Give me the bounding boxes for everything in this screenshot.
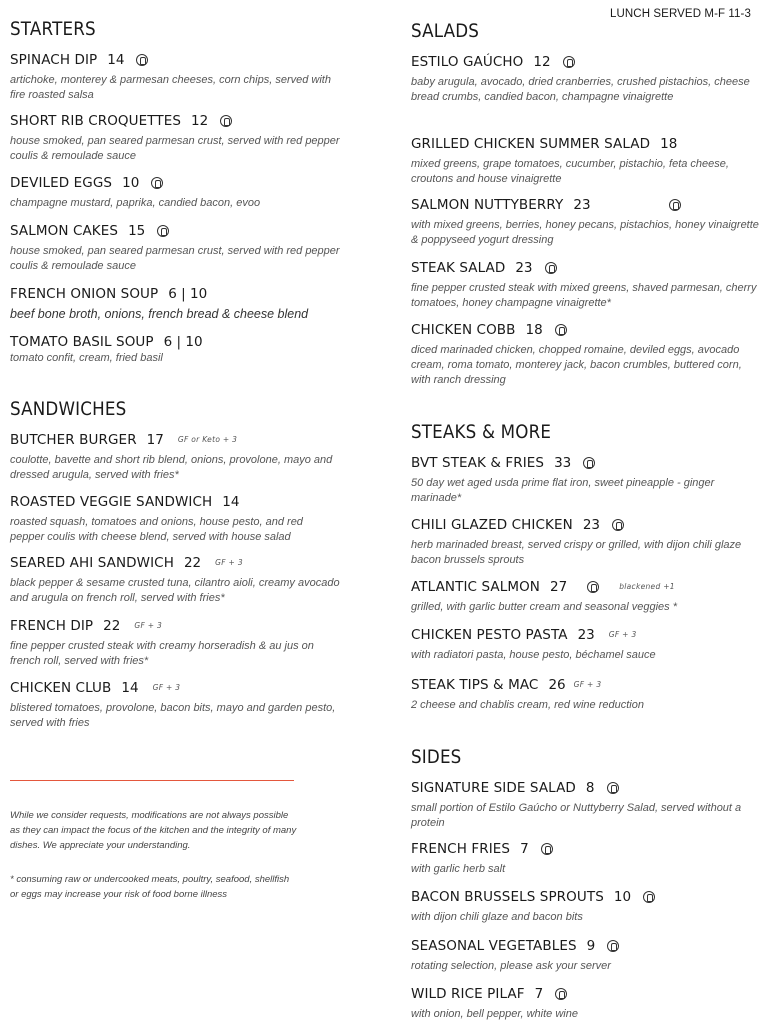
- menu-item-estilo-gaucho: [411, 53, 761, 105]
- item-price: 10: [122, 175, 140, 191]
- vegetarian-icon: [612, 519, 624, 531]
- menu-item-french-fries: [411, 840, 761, 877]
- section-title-starters: STARTERS: [10, 18, 96, 40]
- menu-item-wild-rice-pilaf: [411, 985, 761, 1022]
- item-description: with mixed greens, berries, honey pecans, pistachios, honey vinaigrette & poppyseed yogurt dressing: [411, 219, 759, 246]
- item-name: SEASONAL VEGETABLES: [411, 938, 577, 954]
- menu-item-french-dip: [10, 617, 340, 669]
- item-note: blackened +1: [619, 582, 675, 591]
- item-description: with garlic herb salt: [411, 863, 506, 875]
- menu-item-signature-side-salad: [411, 779, 761, 831]
- left-column: [10, 0, 340, 1024]
- item-name: DEVILED EGGS: [10, 175, 113, 191]
- item-description: grilled, with garlic butter cream and seasonal veggies *: [411, 601, 677, 613]
- item-price: 22: [183, 555, 202, 571]
- item-description: artichoke, monterey & parmesan cheeses, corn chips, served with fire roasted salsa: [10, 74, 331, 101]
- menu-item-seasonal-vegetables: [411, 937, 761, 974]
- item-price: 23: [582, 517, 600, 533]
- vegetarian-icon: [587, 581, 599, 593]
- item-name: STEAK TIPS & MAC: [411, 677, 539, 693]
- item-price: 12: [533, 54, 551, 70]
- item-name: CHILI GLAZED CHICKEN: [411, 517, 573, 533]
- item-description: 50 day wet aged usda prime flat iron, sweet pineapple - ginger marinade*: [411, 477, 715, 504]
- menu-item-short-rib-croquettes: [10, 112, 340, 164]
- food-safety-notice: * consuming raw or undercooked meats, poultry, seafood, shellfish or eggs may increase your risk of food borne illness: [10, 874, 290, 900]
- item-description: roasted squash, tomatoes and onions, house pesto, and red pepper coulis with cheese blend, served with house salad: [10, 516, 303, 543]
- section-title-steaks-and-more: STEAKS & MORE: [411, 421, 552, 443]
- item-name: BUTCHER BURGER: [10, 432, 137, 448]
- menu-item-seared-ahi-sandwich: [10, 554, 340, 606]
- item-name: SEARED AHI SANDWICH: [10, 555, 174, 571]
- item-price: 7: [520, 841, 529, 857]
- vegetarian-icon: [555, 988, 567, 1000]
- vegetarian-icon: [607, 940, 619, 952]
- vegetarian-icon: [220, 115, 232, 127]
- menu-item-steak-salad: [411, 259, 761, 311]
- item-description: coulotte, bavette and short rib blend, onions, provolone, mayo and dressed arugula, served with fries*: [10, 454, 333, 481]
- vegetarian-icon: [555, 324, 567, 336]
- menu-item-deviled-eggs: [10, 174, 340, 211]
- item-name: SALMON NUTTYBERRY: [411, 197, 564, 213]
- modifications-notice: While we consider requests, modifications are not always possible as they can impact the focus of the kitchen and the integrity of many dishes. We appreciate your understanding.: [10, 810, 297, 851]
- item-description: with radiatori pasta, house pesto, béchamel sauce: [411, 649, 656, 661]
- item-description: black pepper & sesame crusted tuna, cilantro aioli, creamy avocado and arugula on french roll, served with fries*: [10, 577, 340, 604]
- menu-item-salmon-cakes: [10, 222, 340, 274]
- item-name: TOMATO BASIL SOUP: [10, 334, 154, 350]
- vegetarian-icon: [563, 56, 575, 68]
- item-name: CHICKEN COBB: [411, 322, 516, 338]
- item-price: 18: [525, 322, 543, 338]
- item-price: 15: [128, 223, 146, 239]
- item-description: rotating selection, please ask your server: [411, 960, 611, 972]
- item-description: diced marinaded chicken, chopped romaine, deviled eggs, avocado cream, roma tomato, monterey jack, bacon crumbles, buttered corn, with ranch dressing: [411, 344, 742, 386]
- item-name: BACON BRUSSELS SPROUTS: [411, 889, 604, 905]
- menu-item-chicken-pesto-pasta: [411, 626, 761, 663]
- item-name: ROASTED VEGGIE SANDWICH: [10, 494, 213, 510]
- item-price: 6 | 10: [163, 334, 203, 350]
- vegetarian-icon: [136, 54, 148, 66]
- item-description: 2 cheese and chablis cream, red wine reduction: [411, 699, 644, 711]
- menu-item-atlantic-salmon: [411, 578, 761, 615]
- item-price: 23: [515, 260, 533, 276]
- item-price: 33: [554, 455, 572, 471]
- right-column: [411, 0, 761, 1024]
- menu-item-tomato-basil-soup: [10, 333, 340, 366]
- item-name: SPINACH DIP: [10, 52, 98, 68]
- vegetarian-icon: [643, 891, 655, 903]
- item-description: mixed greens, grape tomatoes, cucumber, pistachio, feta cheese, croutons and house vinaigrette: [411, 158, 729, 185]
- menu-item-french-onion-soup: [10, 285, 340, 322]
- menu-item-butcher-burger: [10, 431, 340, 483]
- menu-item-roasted-veggie-sandwich: [10, 493, 340, 545]
- item-note: GF + 3: [573, 680, 602, 689]
- section-divider: [10, 780, 294, 781]
- section-title-salads: SALADS: [411, 20, 480, 42]
- item-price: 8: [585, 780, 595, 796]
- menu-item-bacon-brussels-sprouts: [411, 888, 761, 925]
- item-price: 7: [534, 986, 544, 1002]
- item-description: house smoked, pan seared parmesan crust, served with red pepper coulis & remoulade sauce: [10, 135, 340, 162]
- lunch-hours-note: LUNCH SERVED M-F 11-3: [610, 8, 751, 20]
- item-name: ATLANTIC SALMON: [411, 579, 540, 595]
- item-price: 18: [660, 136, 678, 152]
- menu-item-bvt-steak-and-fries: [411, 454, 761, 506]
- vegetarian-icon: [607, 782, 619, 794]
- item-price: 6 | 10: [168, 286, 208, 302]
- item-note: GF + 3: [134, 621, 163, 630]
- item-description: champagne mustard, paprika, candied bacon, evoo: [10, 197, 261, 209]
- vegetarian-icon: [157, 225, 169, 237]
- menu-item-chili-glazed-chicken: [411, 516, 761, 568]
- menu-item-spinach-dip: [10, 51, 340, 103]
- menu-item-salmon-nuttyberry: [411, 196, 761, 248]
- item-description: with onion, bell pepper, white wine: [411, 1008, 578, 1020]
- item-description: small portion of Estilo Gaúcho or Nuttyberry Salad, served without a protein: [411, 802, 742, 829]
- section-title-sandwiches: SANDWICHES: [10, 398, 127, 420]
- item-price: 12: [191, 113, 209, 129]
- vegetarian-icon: [545, 262, 557, 274]
- item-description: blistered tomatoes, provolone, bacon bits, mayo and garden pesto, served with fries: [10, 702, 336, 729]
- vegetarian-icon: [583, 457, 595, 469]
- item-name: FRENCH DIP: [10, 618, 94, 634]
- item-description: tomato confit, cream, fried basil: [10, 352, 163, 364]
- item-description: house smoked, pan seared parmesan crust, served with red pepper coulis & remoulade sauce: [10, 245, 340, 272]
- item-price: 27: [550, 579, 568, 595]
- item-note: GF + 3: [152, 683, 181, 692]
- item-price: 14: [107, 52, 125, 68]
- item-description: herb marinaded breast, served crispy or grilled, with dijon chili glaze bacon brussels sprouts: [411, 539, 742, 566]
- item-price: 14: [121, 680, 139, 696]
- item-price: 23: [577, 627, 595, 643]
- item-description: fine pepper crusted steak with mixed greens, shaved parmesan, cherry tomatoes, honey champagne vinaigrette*: [411, 282, 757, 309]
- item-name: STEAK SALAD: [411, 260, 506, 276]
- menu-item-chicken-cobb: [411, 321, 761, 388]
- item-price: 23: [573, 197, 591, 213]
- item-name: SIGNATURE SIDE SALAD: [411, 780, 576, 796]
- item-name: SHORT RIB CROQUETTES: [10, 113, 182, 129]
- item-note: GF + 3: [215, 558, 243, 567]
- item-note: GF or Keto + 3: [177, 435, 238, 444]
- item-price: 10: [613, 889, 632, 905]
- item-price: 22: [103, 618, 121, 634]
- item-name: ESTILO GAÚCHO: [411, 54, 524, 70]
- item-description: with dijon chili glaze and bacon bits: [411, 911, 583, 923]
- item-description: fine pepper crusted steak with creamy horseradish & au jus on french roll, served with fries*: [10, 640, 314, 667]
- item-name: CHICKEN PESTO PASTA: [411, 627, 568, 643]
- item-name: BVT STEAK & FRIES: [411, 455, 545, 471]
- menu-item-chicken-club: [10, 679, 340, 731]
- item-note: GF + 3: [608, 630, 637, 639]
- item-description: baby arugula, avocado, dried cranberries, crushed pistachios, cheese bread crumbs, candied bacon, champagne vinaigrette: [411, 76, 750, 103]
- item-name: SALMON CAKES: [10, 223, 119, 239]
- item-description: beef bone broth, onions, french bread & cheese blend: [10, 307, 309, 321]
- item-name: FRENCH ONION SOUP: [10, 286, 159, 302]
- item-name: WILD RICE PILAF: [411, 986, 525, 1002]
- vegetarian-icon: [151, 177, 163, 189]
- menu-item-grilled-chicken-summer-salad: [411, 135, 761, 187]
- item-name: FRENCH FRIES: [411, 841, 511, 857]
- vegetarian-icon: [669, 199, 681, 211]
- item-name: CHICKEN CLUB: [10, 680, 112, 696]
- vegetarian-icon: [541, 843, 553, 855]
- section-title-sides: SIDES: [411, 746, 462, 768]
- item-price: 26: [548, 677, 566, 693]
- menu-item-steak-tips-and-mac: [411, 676, 761, 713]
- item-price: 14: [222, 494, 240, 510]
- item-name: GRILLED CHICKEN SUMMER SALAD: [411, 136, 651, 152]
- item-price: 9: [586, 938, 596, 954]
- item-price: 17: [146, 432, 164, 448]
